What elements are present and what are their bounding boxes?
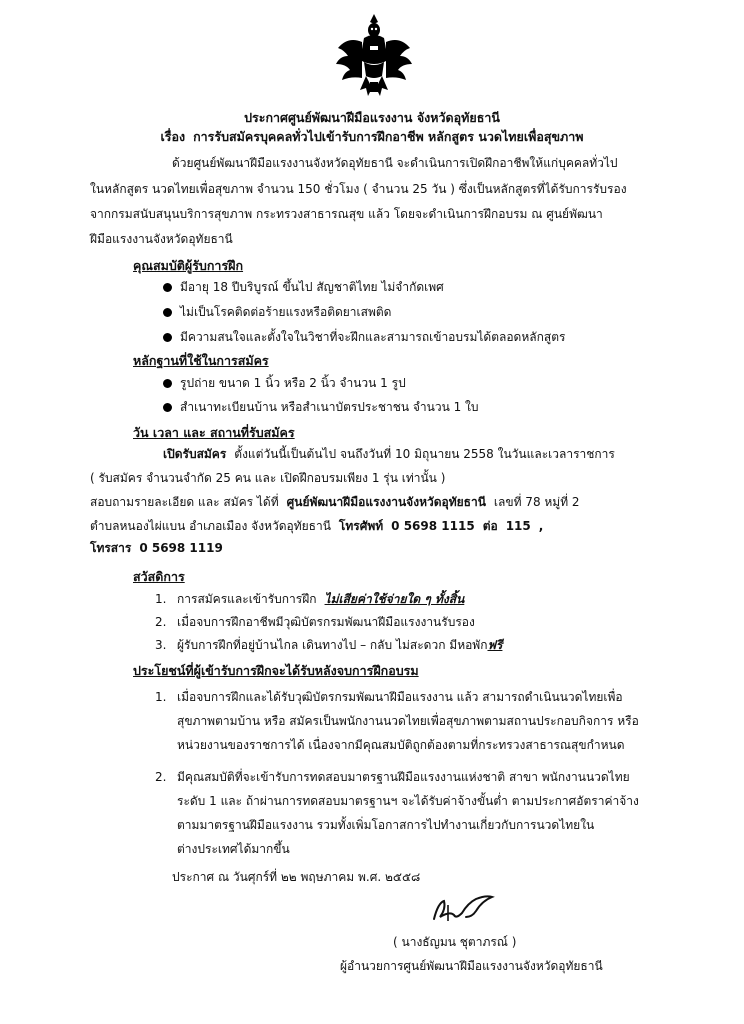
- list-item-continued: สุขภาพตามบ้าน หรือ สมัครเป็นพนักงานนวดไทยเพื่อสุขภาพตามสถานประกอบกิจการ หรือ: [177, 714, 639, 728]
- intro-line: ด้วยศูนย์พัฒนาฝีมือแรงงานจังหวัดอุทัยธานี จะดำเนินการเปิดฝึกอาชีพให้แก่บุคคลทั่วไป: [172, 156, 618, 170]
- list-item: มีความสนใจและตั้งใจในวิชาที่จะฝึกและสามารถเข้าอบรมได้ตลอดหลักสูตร: [163, 329, 565, 345]
- bullet-icon: [163, 308, 172, 317]
- schedule-inquiry: สอบถามรายละเอียด และ สมัคร ได้ที่ ศูนย์พัฒนาฝีมือแรงงานจังหวัดอุทัยธานี เลขที่ 78 หมู่ที่ 2: [90, 495, 580, 509]
- signature-icon: [424, 893, 504, 927]
- signer-name: ( นางธัญมน ชุตาภรณ์ ): [393, 935, 517, 949]
- schedule-heading: วัน เวลา และ สถานที่รับสมัคร: [133, 425, 295, 440]
- list-item-continued: หน่วยงานของราชการได้ เนื่องจากมีคุณสมบัติถูกต้องตามที่กระทรวงสาธารณสุขกำหนด: [177, 738, 625, 752]
- intro-line: ฝีมือแรงงานจังหวัดอุทัยธานี: [90, 232, 233, 246]
- announcement-subject: [0, 127, 744, 147]
- bullet-icon: [163, 403, 172, 412]
- outcomes-heading: ประโยชน์ที่ผู้เข้ารับการฝึกจะได้รับหลังจบการฝึกอบรม: [133, 663, 419, 678]
- bullet-icon: [163, 379, 172, 388]
- subject-label: เรื่อง: [160, 129, 186, 144]
- phone-number: 0 5698 1115: [391, 519, 475, 533]
- list-item-continued: ตามมาตรฐานฝีมือแรงงาน รวมทั้งเพิ่มโอกาสการไปทำงานเกี่ยวกับการนวดไทยใน: [177, 818, 595, 832]
- bullet-icon: [163, 333, 172, 342]
- schedule-open: [163, 446, 615, 462]
- list-item: มีอายุ 18 ปีบริบูรณ์ ขึ้นไป สัญชาติไทย ไม่จำกัดเพศ: [163, 279, 444, 295]
- list-item: ไม่เป็นโรคติดต่อร้ายแรงหรือติดยาเสพติด: [163, 304, 391, 320]
- fax-label: โทรสาร: [90, 541, 132, 555]
- list-item: 3. ผู้รับการฝึกที่อยู่บ้านไกล เดินทางไป – กลับ ไม่สะดวก มีหอพักฟรี: [155, 638, 503, 652]
- intro-line: ในหลักสูตร นวดไทยเพื่อสุขภาพ จำนวน 150 ชั่วโมง ( จำนวน 25 วัน ) ซึ่งเป็นหลักสูตรที่ได้รับการรับรอง: [90, 182, 627, 196]
- ext-number: 115: [505, 519, 531, 533]
- documents-heading: หลักฐานที่ใช้ในการสมัคร: [133, 353, 269, 368]
- benefits-heading: สวัสดิการ: [133, 569, 185, 584]
- qualifications-heading: คุณสมบัติผู้รับการฝึก: [133, 258, 244, 273]
- garuda-emblem-icon: [334, 12, 414, 100]
- list-item: รูปถ่าย ขนาด 1 นิ้ว หรือ 2 นิ้ว จำนวน 1 รูป: [163, 375, 406, 391]
- announce-date: ประกาศ ณ วันศุกร์ที่ ๒๒ พฤษภาคม พ.ศ. ๒๕๕๘: [172, 870, 421, 884]
- list-item: 2. มีคุณสมบัติที่จะเข้ารับการทดสอบมาตรฐานฝีมือแรงงานแห่งชาติ สาขา พนักงานนวดไทย: [155, 770, 630, 784]
- fax-number: 0 5698 1119: [139, 541, 223, 555]
- phone-label: โทรศัพท์: [338, 519, 384, 533]
- intro-line: จากกรมสนับสนุนบริการสุขภาพ กระทรวงสาธารณสุข แล้ว โดยจะดำเนินการฝึกอบรม ณ ศูนย์พัฒนา: [90, 207, 603, 221]
- list-item: 2. เมื่อจบการฝึกอาชีพมีวุฒิบัตรกรมพัฒนาฝีมือแรงงานรับรอง: [155, 615, 475, 629]
- announcement-title: ประกาศศูนย์พัฒนาฝีมือแรงงาน จังหวัดอุทัยธานี: [244, 110, 500, 125]
- list-item: 1. เมื่อจบการฝึกและได้รับวุฒิบัตรกรมพัฒนาฝีมือแรงงาน แล้ว สามารถดำเนินนวดไทยเพื่อ: [155, 690, 623, 704]
- list-item: 1. การสมัครและเข้ารับการฝึก ไม่เสียค่าใช้จ่ายใด ๆ ทั้งสิ้น: [155, 592, 465, 606]
- signer-title: ผู้อำนวยการศูนย์พัฒนาฝีมือแรงงานจังหวัดอุทัยธานี: [340, 959, 603, 973]
- list-item-continued: ระดับ 1 และ ถ้าผ่านการทดสอบมาตรฐานฯ จะได้รับค่าจ้างขั้นต่ำ ตามประกาศอัตราค่าจ้าง: [177, 794, 639, 808]
- inquiry-place: ศูนย์พัฒนาฝีมือแรงงานจังหวัดอุทัยธานี: [286, 495, 486, 509]
- open-text: ตั้งแต่วันนี้เป็นต้นไป จนถึงวันที่ 10 มิถุนายน 2558 ในวันและเวลาราชการ: [234, 447, 615, 461]
- ext-label: ต่อ: [482, 519, 498, 533]
- schedule-limit: ( รับสมัคร จำนวนจำกัด 25 คน และ เปิดฝึกอบรมเพียง 1 รุ่น เท่านั้น ): [90, 471, 446, 485]
- open-label: เปิดรับสมัคร: [163, 447, 227, 461]
- schedule-address: ตำบลหนองไผ่แบน อำเภอเมือง จังหวัดอุทัยธานี โทรศัพท์ 0 5698 1115 ต่อ 115 ,: [90, 519, 544, 533]
- schedule-fax: [90, 540, 223, 556]
- list-item: สำเนาทะเบียนบ้าน หรือสำเนาบัตรประชาชน จำนวน 1 ใบ: [163, 399, 479, 415]
- list-item-continued: ต่างประเทศได้มากขึ้น: [177, 842, 290, 856]
- bullet-icon: [163, 283, 172, 292]
- subject-text: การรับสมัครบุคคลทั่วไปเข้ารับการฝึกอาชีพ หลักสูตร นวดไทยเพื่อสุขภาพ: [193, 129, 584, 144]
